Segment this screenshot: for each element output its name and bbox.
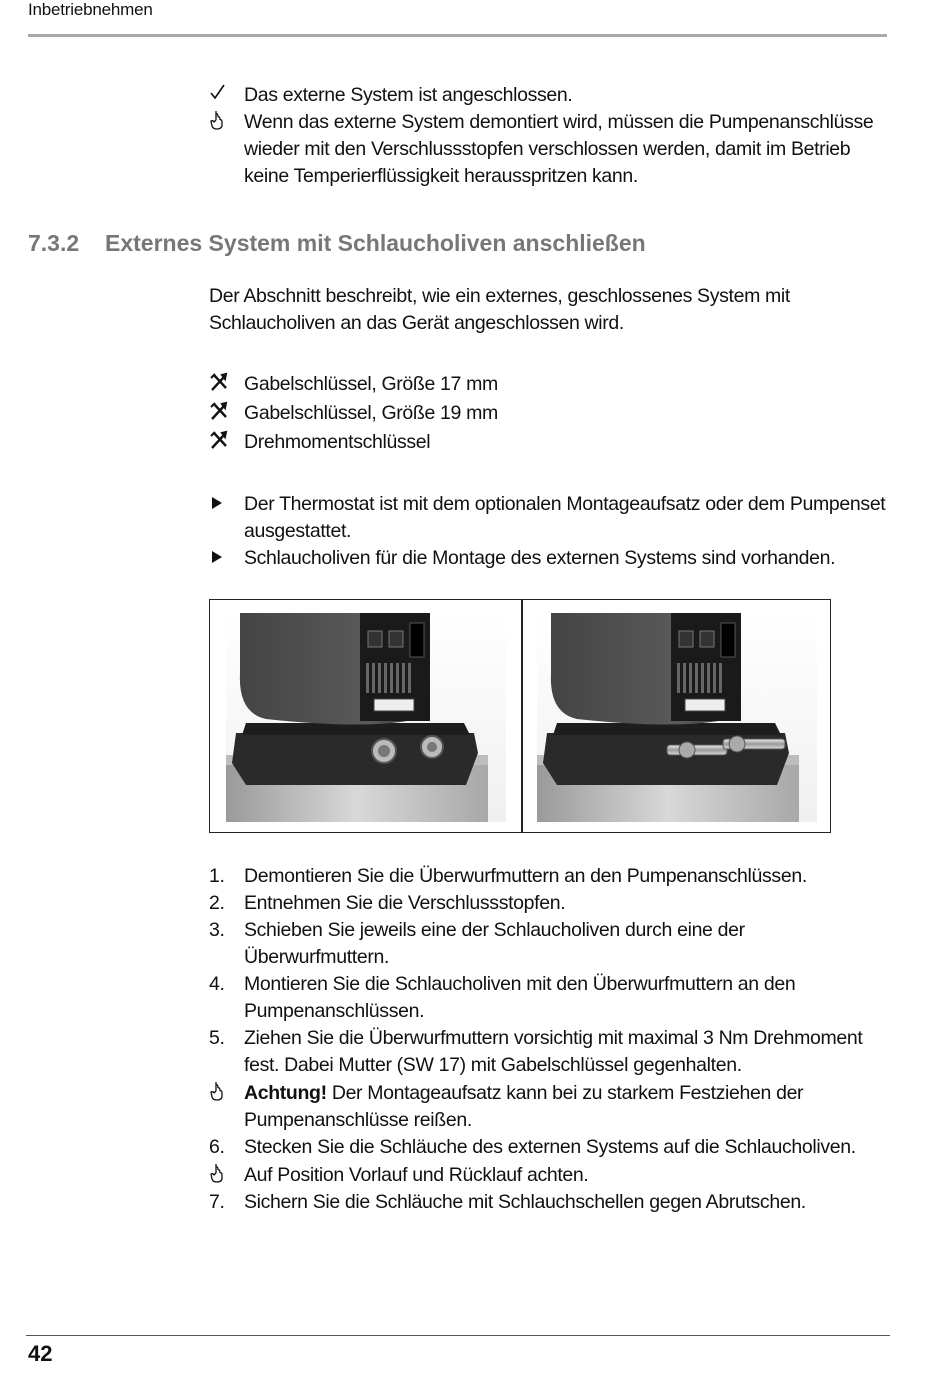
pointing-hand-icon: [209, 1080, 244, 1134]
running-header: Inbetriebnehmen: [28, 0, 153, 19]
step-text: Stecken Sie die Schläuche des externen Systems auf die Schlaucholiven.: [244, 1136, 856, 1158]
step-number: 1.: [209, 865, 225, 887]
figure-divider: [521, 600, 523, 832]
warning-note-text: [244, 1080, 844, 1134]
step-item: [209, 917, 889, 971]
step-number: 7.: [209, 1191, 225, 1213]
triangle-right-icon: [209, 491, 244, 545]
tool-item: [209, 371, 889, 398]
tool-item-text: Gabelschlüssel, Größe 17 mm: [244, 373, 498, 395]
prerequisite-item: [209, 491, 889, 545]
tools-icon: [209, 429, 244, 456]
step-item: [209, 1189, 889, 1216]
step-text: Demontieren Sie die Überwurfmuttern an den Pumpenanschlüssen.: [244, 865, 807, 887]
step-item: [209, 863, 889, 890]
step-number: 6.: [209, 1136, 225, 1158]
step-text: Montieren Sie die Schlaucholiven mit den Überwurfmuttern an den Pumpenanschlüssen.: [244, 973, 796, 1022]
warning-text: Der Montageaufsatz kann bei zu starkem Festziehen der Pumpenanschlüsse reißen.: [244, 1082, 804, 1131]
step-number: 3.: [209, 919, 225, 941]
page-number: 42: [28, 1341, 53, 1366]
step-item: [209, 1025, 889, 1079]
step-number: 2.: [209, 892, 225, 914]
step-text: Entnehmen Sie die Verschlussstopfen.: [244, 892, 566, 914]
note-item: [209, 109, 889, 190]
note-item-text: Wenn das externe System demontiert wird, müssen die Pumpenanschlüsse wieder mit den Verschlussstopfen verschlossen werden, damit im Betrieb keine Temperierflüssigkeit herausspritzen kann.: [244, 111, 874, 187]
tools-icon: [209, 400, 244, 427]
warning-label: Achtung!: [244, 1082, 327, 1104]
figure-pump-connections: [209, 599, 831, 833]
step-item: [209, 971, 889, 1025]
photo-with-hose-barbs: [537, 613, 817, 822]
step-item: [209, 1134, 889, 1161]
prerequisite-item: [209, 545, 889, 572]
step-text: Ziehen Sie die Überwurfmuttern vorsichtig mit maximal 3 Nm Drehmoment fest. Dabei Mutter (SW 17) mit Gabelschlüssel gegenhalten.: [244, 1027, 863, 1076]
footer-divider: [26, 1335, 890, 1336]
check-item: [209, 82, 889, 109]
photo-with-plugs: [226, 613, 506, 822]
tools-icon: [209, 371, 244, 398]
section-title: Externes System mit Schlaucholiven anschließen: [105, 230, 646, 256]
section-number: 7.3.2: [28, 230, 80, 256]
tool-item-text: Gabelschlüssel, Größe 19 mm: [244, 402, 498, 424]
check-icon: [209, 82, 244, 109]
triangle-right-icon: [209, 545, 244, 572]
check-item-text: Das externe System ist angeschlossen.: [244, 84, 573, 106]
prerequisite-text: Schlaucholiven für die Montage des externen Systems sind vorhanden.: [244, 547, 836, 569]
step-text: Sichern Sie die Schläuche mit Schlauchschellen gegen Abrutschen.: [244, 1191, 806, 1213]
tool-item-text: Drehmomentschlüssel: [244, 431, 431, 453]
section-heading: [28, 230, 646, 257]
tool-item: [209, 429, 889, 456]
prerequisite-text: Der Thermostat ist mit dem optionalen Montageaufsatz oder dem Pumpenset ausgestattet.: [244, 493, 886, 542]
pointing-hand-icon: [209, 1162, 244, 1189]
position-note: [209, 1162, 889, 1189]
step-number: 4.: [209, 973, 225, 995]
tool-item: [209, 400, 889, 427]
step-text: Schieben Sie jeweils eine der Schlaucholiven durch eine der Überwurfmuttern.: [244, 919, 745, 968]
warning-note: [209, 1080, 889, 1134]
header-divider: [28, 34, 887, 37]
position-note-text: Auf Position Vorlauf und Rücklauf achten.: [244, 1164, 589, 1186]
pointing-hand-icon: [209, 109, 244, 190]
step-item: [209, 890, 889, 917]
section-description: Der Abschnitt beschreibt, wie ein externes, geschlossenes System mit Schlaucholiven an das Gerät angeschlossen wird.: [209, 285, 790, 334]
step-number: 5.: [209, 1027, 225, 1049]
